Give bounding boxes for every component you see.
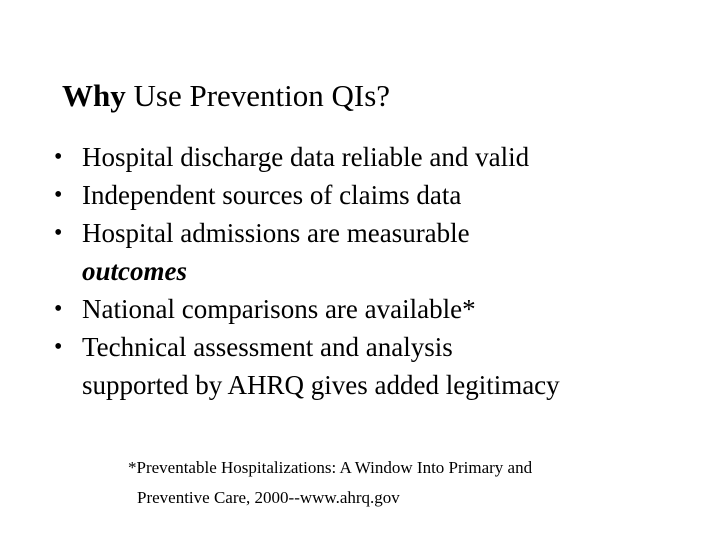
bullet-text-continued: supported by AHRQ gives added legitimacy [82, 370, 560, 400]
bullet-text: Technical assessment and analysis [82, 332, 453, 362]
bullet-text: National comparisons are available* [82, 294, 476, 324]
title-rest: Use Prevention QIs? [125, 78, 391, 113]
footnote [128, 453, 532, 513]
bullet-icon: • [54, 296, 63, 322]
bullet-item [40, 176, 700, 214]
bullet-item [40, 214, 700, 290]
bullet-text: Hospital discharge data reliable and valid [82, 142, 530, 172]
bullet-icon: • [54, 334, 63, 360]
bullet-item [40, 138, 700, 176]
bullet-icon: • [54, 144, 63, 170]
slide-title [62, 76, 390, 116]
bullet-text: Independent sources of claims data [82, 180, 462, 210]
footnote-line-2: Preventive Care, 2000--www.ahrq.gov [137, 488, 400, 507]
bullet-item [40, 290, 700, 328]
bullet-list [40, 138, 700, 404]
bullet-text: Hospital admissions are measurable [82, 218, 470, 248]
bullet-item [40, 328, 700, 404]
footnote-line-1: *Preventable Hospitalizations: A Window Into Primary and [128, 458, 533, 477]
bullet-icon: • [54, 220, 63, 246]
title-bold-word: Why [62, 78, 126, 113]
bullet-emphasis: outcomes [82, 256, 187, 286]
bullet-icon: • [54, 182, 63, 208]
